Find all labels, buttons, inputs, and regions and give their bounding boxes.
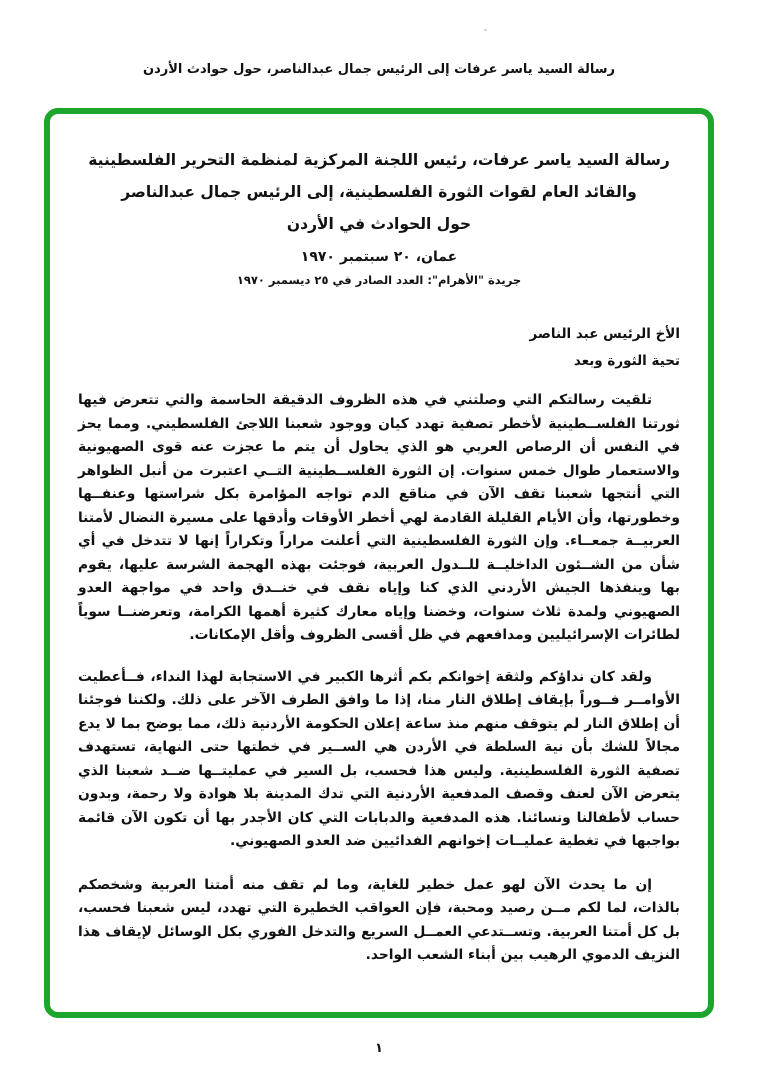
letter-paragraph-3: إن ما يحدث الآن لهو عمل خطير للغاية، وما لم تقف منه أمتنا العربية وشخصكم بالذات، لما لكم مــن رصيد ومحبة، فإن العواقب الخطيرة التي تهدد، ليس شعبنا فحسب، بل كل أمتنا العربية. وتســتدعي العمــل السريع والتدخل الفوري بكل الوسائل لإيقاف هذا النزيف الدموي الرهيب بين أبناء الشعب الواحد. xyxy=(78,876,680,963)
letter-salutation xyxy=(78,321,680,375)
letter-paragraph-2: ولقد كان نداؤكم ولثقة إخوانكم بكم أثرها الكبير في الاستجابة لهذا النداء، فــأعطيت الأوامــر فــوراً بإيقاف إطلاق النار منا، إذا ما وافق الطرف الآخر على ذلك. ولكننا فوجئنا أن إطلاق النار لم يتوقف منهم منذ ساعة إعلان الحكومة الأردنية ذلك، مما يوضح بما لا يدع مجالاً للشك بأن نية السلطة في الأردن هي الســير في خطتها حتى النهاية، تستهدف تصفية الثورة الفلسطينية. وليس هذا فحسب، بل السير في عمليتــها ضــد شعبنا الذي يتعرض الآن لعنف وقصف المدفعية الأردنية التي تدك المدينة بلا هوادة ولا رحمة، وبدون حساب لأطفالنا ونسائنا. هذه المدفعية والدبابات التي كان الأجدر بها أن تكون الآن قائمة بواجبها في تغطية عمليــات إخوانهم الفدائيين ضد العدو الصهيوني. xyxy=(78,668,680,849)
salutation-greeting: تحية الثورة وبعد xyxy=(573,353,680,369)
document-caption: رسالة السيد ياسر عرفات إلى الرئيس جمال عبدالناصر، حول حوادث الأردن xyxy=(142,62,616,77)
letter-source: جريدة "الأهرام": العدد الصادر في ٢٥ ديسمبر ١٩٧٠ xyxy=(236,273,522,287)
scan-artifact-dot xyxy=(484,29,487,31)
letter-title-line-3: حول الحوادث في الأردن xyxy=(286,215,472,233)
letter-title xyxy=(78,144,680,240)
letter-dateline: عمان، ٢٠ سبتمبر ١٩٧٠ xyxy=(300,249,458,265)
letter-title-line-1: رسالة السيد ياسر عرفات، رئيس اللجنة المركزية لمنظمة التحرير الفلسطينية xyxy=(88,151,670,169)
letter-paragraph-1: تلقيت رسالتكم التي وصلتني في هذه الظروف الدقيقة الحاسمة والتي تتعرض فيها ثورتنا الفلســطينية لأخطر تصفية تهدد كيان ووجود شعبنا اللاجئ الفلسطيني. ومما يحز في النفس أن الرصاص العربي هو الذي يحاول أن يتم ما عجزت عنه قوى الصهيونية والاستعمار طوال خمس سنوات. إن الثورة الفلســطينية التــي اعتبرت من أنبل الظواهر التي أنتجها شعبنا تقف الآن في مناقع الدم تواجه المؤامرة بكل شراستها وعنفــها وخطورتها، وأن الأيام القليلة القادمة لهي أخطر الأوقات وأدقها على مسيرة النضال لأمتنا العربيــة جمعــاء. وإن الثورة الفلسطينية التي أعلنت مراراً وتكراراً إنها لا تتدخل في أي شأن من الشــئون الداخليــة للــدول العربية، فوجئت بهذه الهجمة الشرسة عليها، يقوم بها وينفذها الجيش الأردني الذي كنا وإياه نقف في خنــدق واحد في مواجهة العدو الصهيوني ولمدة ثلاث سنوات، وخضنا وإياه معارك كثيرة أهمها الكرامة، وتعرضنــا سوياً لطائرات الإسرائيليين ومدافعهم في ظل أقسى الظروف وأقل الإمكانات. xyxy=(78,392,680,643)
letter-title-line-2: والقائد العام لقوات الثورة الفلسطينية، إلى الرئيس جمال عبدالناصر xyxy=(121,183,637,201)
letter-frame xyxy=(44,108,714,1018)
page-number: ١ xyxy=(375,1041,383,1056)
salutation-addressee: الأخ الرئيس عبد الناصر xyxy=(529,326,680,342)
